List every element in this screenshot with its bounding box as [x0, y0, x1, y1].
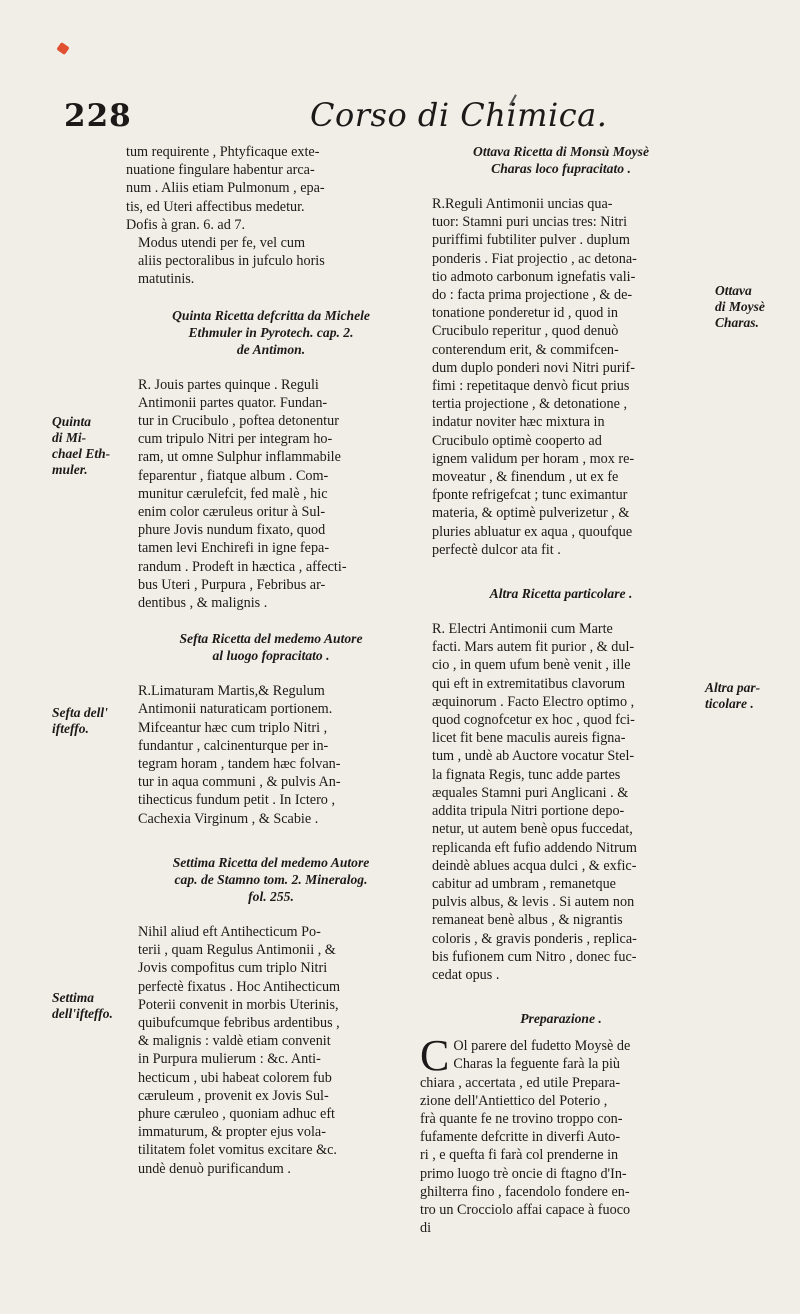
text-line: materia, & optimè pulverizetur , &: [432, 505, 630, 522]
text-line: Ethmuler in Pyrotech. cap. 2.: [188, 324, 354, 340]
paragraph-with-drop-cap: [420, 1031, 702, 1237]
text-line: cio , in quem ufum benè venit , ille: [432, 657, 631, 674]
text-line: Ol parere del fudetto Moysè de: [453, 1038, 631, 1055]
text-line: cap. de Stamno tom. 2. Mineralog.: [174, 871, 368, 887]
text-line: Quinta: [52, 414, 92, 429]
text-line: tuor: Stamni puri uncias tres: Nitri: [432, 214, 628, 231]
page-number: 228: [64, 98, 132, 134]
text-line: Settima: [52, 990, 95, 1005]
text-line: chiara , accertata , ed utile Prepara-: [420, 1074, 621, 1091]
text-line: addita tripula Nitri portione depo-: [432, 803, 625, 820]
text-line: do : facta prima projectione , & de-: [432, 287, 633, 304]
text-line: nuatione fingulare habentur arca-: [126, 162, 315, 179]
text-line: al luogo fopracitato .: [212, 648, 330, 664]
drop-cap: C: [420, 1031, 450, 1081]
text-line: fponte refrigefcat ; tunc eximantur: [432, 487, 628, 504]
text-line: di: [420, 1220, 432, 1237]
text-line: cedat opus .: [432, 966, 500, 983]
text-line: perfectè dulcor ata fit .: [432, 541, 561, 558]
text-line: Modus utendi per fe, vel cum: [138, 235, 306, 252]
margin-note-altra: [705, 680, 760, 712]
drop-paragraph-text: [420, 1031, 702, 1237]
text-line: undè denuò purificandum .: [138, 1160, 291, 1177]
text-line: ram, ut omne Sulphur inflammabile: [138, 449, 341, 466]
section-title-sesta: [126, 630, 416, 664]
section-title-quinta: [126, 307, 416, 358]
text-line: immaturum, & propter ejus vola-: [138, 1124, 326, 1141]
margin-note-settima: [52, 990, 113, 1022]
text-line: Quinta Ricetta defcritta da Michele: [172, 307, 370, 323]
text-line: Nihil aliud eft Antihecticum Po-: [138, 923, 321, 940]
text-line: matutinis.: [138, 271, 195, 288]
paragraph: [420, 195, 702, 559]
margin-note-ottava: [715, 283, 765, 331]
text-line: Charas la feguente farà la più: [453, 1056, 620, 1073]
text-line: R.Limaturam Martis,& Regulum: [138, 683, 325, 700]
text-line: Altra par-: [705, 680, 761, 695]
text-line: Charas.: [715, 315, 759, 330]
text-line: puriffimi fubtiliter pulver . duplum: [432, 232, 630, 249]
text-line: Sefta dell': [52, 705, 108, 720]
text-line: perfectè fixatus . Hoc Antihecticum: [138, 978, 341, 995]
text-line: aliis pectoralibus in jufculo horis: [138, 253, 325, 270]
text-line: indatur noviter hæc mixtura in: [432, 414, 605, 431]
text-line: R. Electri Antimonii cum Marte: [432, 621, 613, 638]
text-line: tonatione ponderetur id , quod in: [432, 305, 618, 322]
text-line: cabitur ad umbram , remanetque: [432, 875, 616, 892]
text-line: tihecticus fundum petit . In Ictero ,: [138, 792, 335, 809]
running-title: Corso di Chimica.: [310, 96, 608, 134]
text-line: quod cognofcetur ex hoc , quod fci-: [432, 712, 635, 729]
text-line: tio admoto carbonum ignefatis vali-: [432, 268, 636, 285]
section-title-preparazione: [420, 1010, 702, 1027]
text-line: feparentur , fiatque album . Com-: [138, 467, 329, 484]
text-line: Ottava Ricetta di Monsù Moysè: [473, 144, 649, 159]
text-line: chael Eth-: [52, 446, 111, 461]
text-line: phure Jovis nundum fixato, quod: [138, 522, 326, 539]
text-line: randum . Prodeft in hæctica , affecti-: [138, 558, 347, 575]
section-title-settima: [126, 854, 416, 905]
text-line: licet fit bene maculis aureis figna-: [432, 730, 626, 747]
text-line: pulvis albus, & levis . Si autem non: [432, 894, 635, 911]
section-title-ottava: [420, 143, 702, 177]
text-line: hecticum , ubi habeat colorem fub: [138, 1069, 332, 1086]
text-line: bus Uteri , Purpura , Febribus ar-: [138, 576, 326, 593]
text-line: di Moysè: [715, 299, 765, 314]
ink-mark: [56, 42, 69, 55]
text-line: tilitatem folet vomitus excitare &c.: [138, 1142, 337, 1159]
text-line: tum , undè ab Auctore vocatur Stel-: [432, 748, 635, 765]
text-line: primo luogo trè oncie di ftagno d'In-: [420, 1165, 627, 1182]
text-line: muler.: [52, 462, 88, 477]
text-line: la fignata Regis, tunc adde partes: [432, 766, 621, 783]
text-line: Crucibulo optimè cooperto ad: [432, 432, 602, 449]
text-line: tegram horam , tandem hæc folvan-: [138, 756, 341, 773]
paragraph: [126, 682, 416, 828]
text-line: tum requirente , Phtyficaque exte-: [126, 144, 320, 160]
text-line: tertia projectione , & detonatione ,: [432, 396, 628, 413]
text-line: ponderis . Fiat projectio , ac detona-: [432, 250, 637, 267]
paragraph: [126, 923, 416, 1178]
text-line: ignem validum per horam , mox re-: [432, 450, 635, 467]
text-line: & malignis : valdè etiam convenit: [138, 1033, 331, 1050]
text-line: ghilterra fino , facendolo fondere en-: [420, 1183, 630, 1200]
paragraph: [126, 143, 416, 234]
text-line: Poterii convenit in morbis Uterinis,: [138, 996, 339, 1013]
text-line: Jovis compofitus cum triplo Nitri: [138, 960, 328, 977]
right-column: [420, 143, 702, 1237]
paragraph: [126, 376, 416, 613]
text-line: cum tripulo Nitri per integram ho-: [138, 431, 333, 448]
text-line: quibufcumque febribus ardentibus ,: [138, 1014, 340, 1031]
text-line: fimi : repetitaque denvò ficut prius: [432, 378, 630, 395]
text-line: tis, ed Uteri affectibus medetur.: [126, 198, 305, 215]
text-line: enim color cæruleus oritur à Sul-: [138, 504, 326, 521]
text-line: R. Jouis partes quinque . Reguli: [138, 376, 319, 393]
text-line: tamen levi Enchirefi in igne fepa-: [138, 540, 330, 557]
text-line: Altra Ricetta particolare .: [489, 586, 633, 602]
text-line: tur in aqua communi , & pulvis An-: [138, 774, 341, 791]
text-line: conterendum erit, & commifcen-: [432, 341, 619, 358]
text-line: dentibus , & malignis .: [138, 595, 268, 612]
text-line: Sefta Ricetta del medemo Autore: [179, 631, 363, 647]
text-line: fol. 255.: [248, 888, 294, 904]
text-line: tro un Crocciolo affai capace à fuoco: [420, 1201, 631, 1218]
text-line: moveatur , & finendum , ut ex fe: [432, 469, 619, 486]
text-line: æquales Stamni puri Anglicani . &: [432, 784, 629, 801]
text-line: Mifceantur hæc cum triplo Nitri ,: [138, 719, 328, 736]
text-line: Antimonii naturaticam portionem.: [138, 701, 333, 718]
text-line: terii , quam Regulus Antimonii , &: [138, 942, 336, 959]
text-line: Preparazione .: [520, 1011, 602, 1027]
text-line: dum duplo ponderi novi Nitri purif-: [432, 359, 635, 376]
text-line: cæruleum , provenit ex Jovis Sul-: [138, 1087, 329, 1104]
text-line: coloris , & gravis ponderis , replica-: [432, 930, 637, 947]
text-line: bis fufionem cum Nitro , donec fuc-: [432, 948, 637, 965]
text-line: in Purpura mulierum : &c. Anti-: [138, 1051, 321, 1068]
text-line: ifteffo.: [52, 721, 89, 736]
text-line: facti. Mars autem fit purior , & dul-: [432, 639, 635, 656]
text-line: Charas loco fupracitato .: [491, 161, 631, 176]
paragraph: [126, 234, 416, 289]
text-line: Dofis à gran. 6. ad 7.: [126, 216, 245, 233]
text-line: dell'ifteffo.: [52, 1006, 113, 1021]
text-line: ticolare .: [705, 696, 754, 711]
text-line: tur in Crucibulo , poftea detonentur: [138, 413, 339, 430]
text-line: fundantur , calcinenturque per in-: [138, 737, 329, 754]
paragraph: [420, 620, 702, 984]
text-line: R.Reguli Antimonii uncias qua-: [432, 196, 613, 212]
left-column: [126, 143, 416, 1178]
text-line: phure cæruleo , quoniam adhuc eft: [138, 1105, 335, 1122]
text-line: pluries abluatur ex aqua , quoufque: [432, 523, 633, 540]
text-line: munitur cærulefcit, fed malè , hic: [138, 485, 328, 502]
text-line: zione dell'Antiettico del Poterio ,: [420, 1092, 608, 1109]
text-line: ri , e quefta fi farà col prenderne in: [420, 1147, 619, 1164]
margin-note-quinta: [52, 414, 110, 478]
text-line: qui eft in extremitatibus clavorum: [432, 675, 626, 692]
text-line: di Mi-: [52, 430, 87, 445]
text-line: de Antimon.: [236, 341, 306, 357]
page-header: [0, 98, 800, 144]
margin-note-sesta: [52, 705, 108, 737]
text-line: deindè ablues acqua dulci , & exfic-: [432, 857, 637, 874]
text-line: fufamente defcritte in diverfi Auto-: [420, 1129, 621, 1146]
text-line: frà quante fe ne trovino troppo con-: [420, 1110, 623, 1127]
text-line: Crucibulo reperitur , quod denuò: [432, 323, 619, 340]
text-line: Cachexia Virginum , & Scabie .: [138, 810, 319, 827]
section-title-altra: [420, 585, 702, 602]
text-line: Antimonii partes quator. Fundan-: [138, 394, 328, 411]
text-line: netur, ut autem benè opus fuccedat,: [432, 821, 633, 838]
text-line: Ottava: [715, 283, 752, 298]
text-line: Settima Ricetta del medemo Autore: [172, 854, 370, 870]
text-line: num . Aliis etiam Pulmonum , epa-: [126, 180, 325, 197]
text-line: replicanda eft fufio addendo Nitrum: [432, 839, 637, 856]
text-line: æquinorum . Facto Electro optimo ,: [432, 693, 635, 710]
text-line: remaneat benè albus , & nigrantis: [432, 912, 623, 929]
